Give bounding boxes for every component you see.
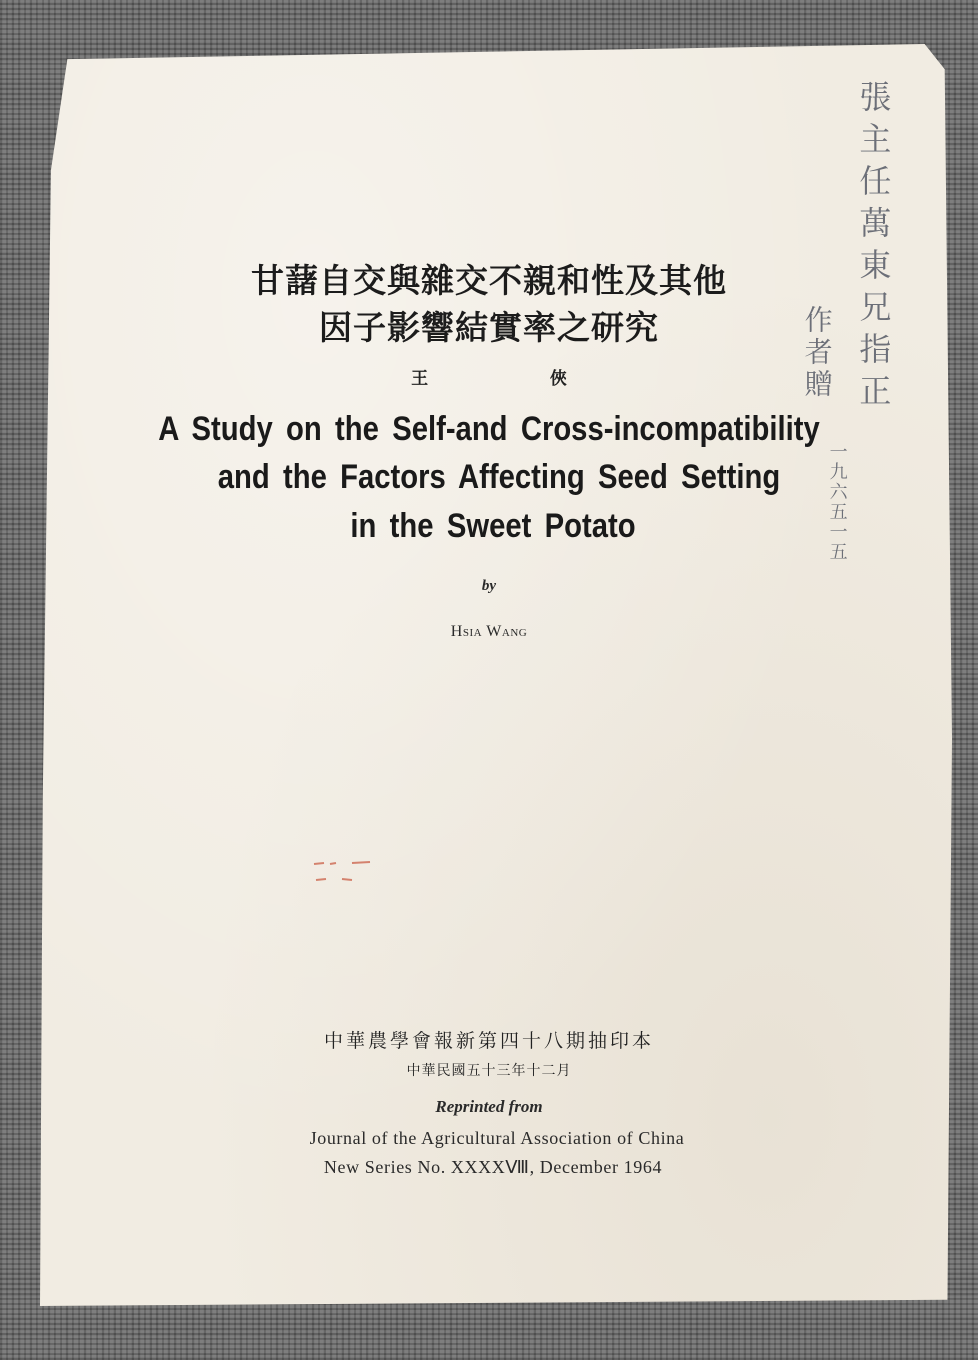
chinese-journal-reprint-line: 中華農學會報新第四十八期抽印本 xyxy=(323,1030,654,1052)
author-name: Hsia Wang xyxy=(450,623,528,640)
handwritten-author-gift: 作者贈 xyxy=(800,305,834,401)
chinese-title-line-2: 因子影響結實率之研究 xyxy=(319,308,659,347)
chinese-date-line: 中華民國五十三年十二月 xyxy=(406,1063,572,1079)
reprinted-from-label: Reprinted from xyxy=(435,1097,543,1116)
by-label: by xyxy=(481,578,497,594)
chinese-author-given-name: 俠 xyxy=(549,369,567,389)
red-ink-mark xyxy=(312,858,382,886)
handwritten-dedication: 張主任萬東兄指正 xyxy=(854,80,893,416)
chinese-title-line-1: 甘藷自交與雜交不親和性及其他 xyxy=(251,261,727,300)
chinese-author-surname: 王 xyxy=(411,369,429,389)
english-title-line-2: and the Factors Affecting Seed Setting xyxy=(217,458,781,496)
english-title-line-3: in the Sweet Potato xyxy=(350,507,636,545)
handwritten-date: 一九六五一五 xyxy=(826,442,848,562)
english-title-line-1: A Study on the Self-and Cross-incompatibility xyxy=(158,410,820,448)
journal-issue: New Series No. XXXXⅧ, December 1964 xyxy=(323,1157,663,1177)
journal-name: Journal of the Agricultural Association of China xyxy=(309,1128,685,1148)
